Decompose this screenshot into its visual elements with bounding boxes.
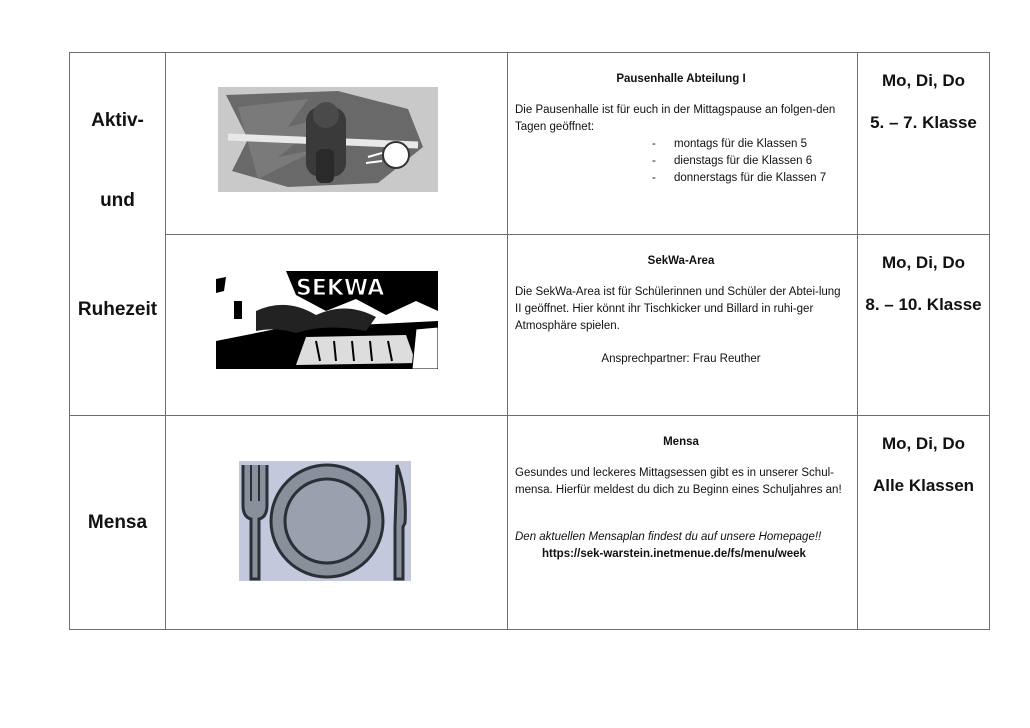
image-cell	[166, 416, 508, 630]
days-cell	[858, 416, 990, 630]
foosball-player-icon	[218, 87, 438, 192]
category-line: und	[100, 190, 135, 211]
category-mensa: Mensa	[70, 416, 166, 630]
description-cell	[508, 235, 858, 416]
description-cell	[508, 416, 858, 630]
plate-fork-knife-icon	[239, 461, 411, 581]
category-aktiv-ruhezeit	[70, 53, 166, 416]
sekwa-area-photo	[216, 271, 438, 369]
image-cell	[166, 53, 508, 235]
classes-label: 5. – 7. Klasse	[870, 113, 977, 132]
list-item: - montags für die Klassen 5	[652, 136, 847, 153]
section-title: SekWa-Area	[647, 255, 715, 267]
table-row	[70, 416, 990, 630]
schedule-table	[69, 52, 990, 630]
classes-label: Alle Klassen	[872, 476, 975, 495]
days-label: Mo, Di, Do	[881, 71, 966, 90]
days-cell	[858, 235, 990, 416]
section-title: Mensa	[663, 436, 699, 448]
table-row	[70, 53, 990, 235]
list-item: - donnerstags für die Klassen 7	[652, 170, 847, 187]
classes-label: 8. – 10. Klasse	[865, 295, 982, 314]
image-cell	[166, 235, 508, 416]
days-label: Mo, Di, Do	[881, 434, 966, 453]
section-text: Die SekWa-Area ist für Schülerinnen und Schüler der Abtei-lung II geöffnet. Hier könnt ihr Tischkicker und Billard in ruhi-ger Atmosphäre spielen.	[515, 286, 841, 332]
contact-person: Ansprechpartner: Frau Reuther	[601, 353, 761, 365]
table-row	[70, 235, 990, 416]
category-line: Ruhezeit	[77, 299, 158, 320]
section-text: Die Pausenhalle ist für euch in der Mittagspause an folgen-den Tagen geöffnet:	[515, 104, 836, 133]
section-title: Pausenhalle Abteilung I	[616, 73, 746, 85]
menu-note: Den aktuellen Mensaplan findest du auf unsere Homepage!!	[515, 531, 822, 543]
days-label: Mo, Di, Do	[881, 253, 966, 272]
days-cell	[858, 53, 990, 235]
svg-text:SEKWA: SEKWA	[296, 276, 385, 301]
section-text: Gesundes und leckeres Mittagsessen gibt es in unserer Schul-mensa. Hierfür meldest du dich zu Beginn eines Schuljahres an!	[515, 467, 842, 496]
category-line: Aktiv-	[91, 110, 144, 131]
list-item: - dienstags für die Klassen 6	[652, 153, 847, 170]
description-cell	[508, 53, 858, 235]
class-list	[515, 136, 847, 187]
menu-link[interactable]: https://sek-warstein.inetmenue.de/fs/menu/week	[542, 548, 806, 560]
